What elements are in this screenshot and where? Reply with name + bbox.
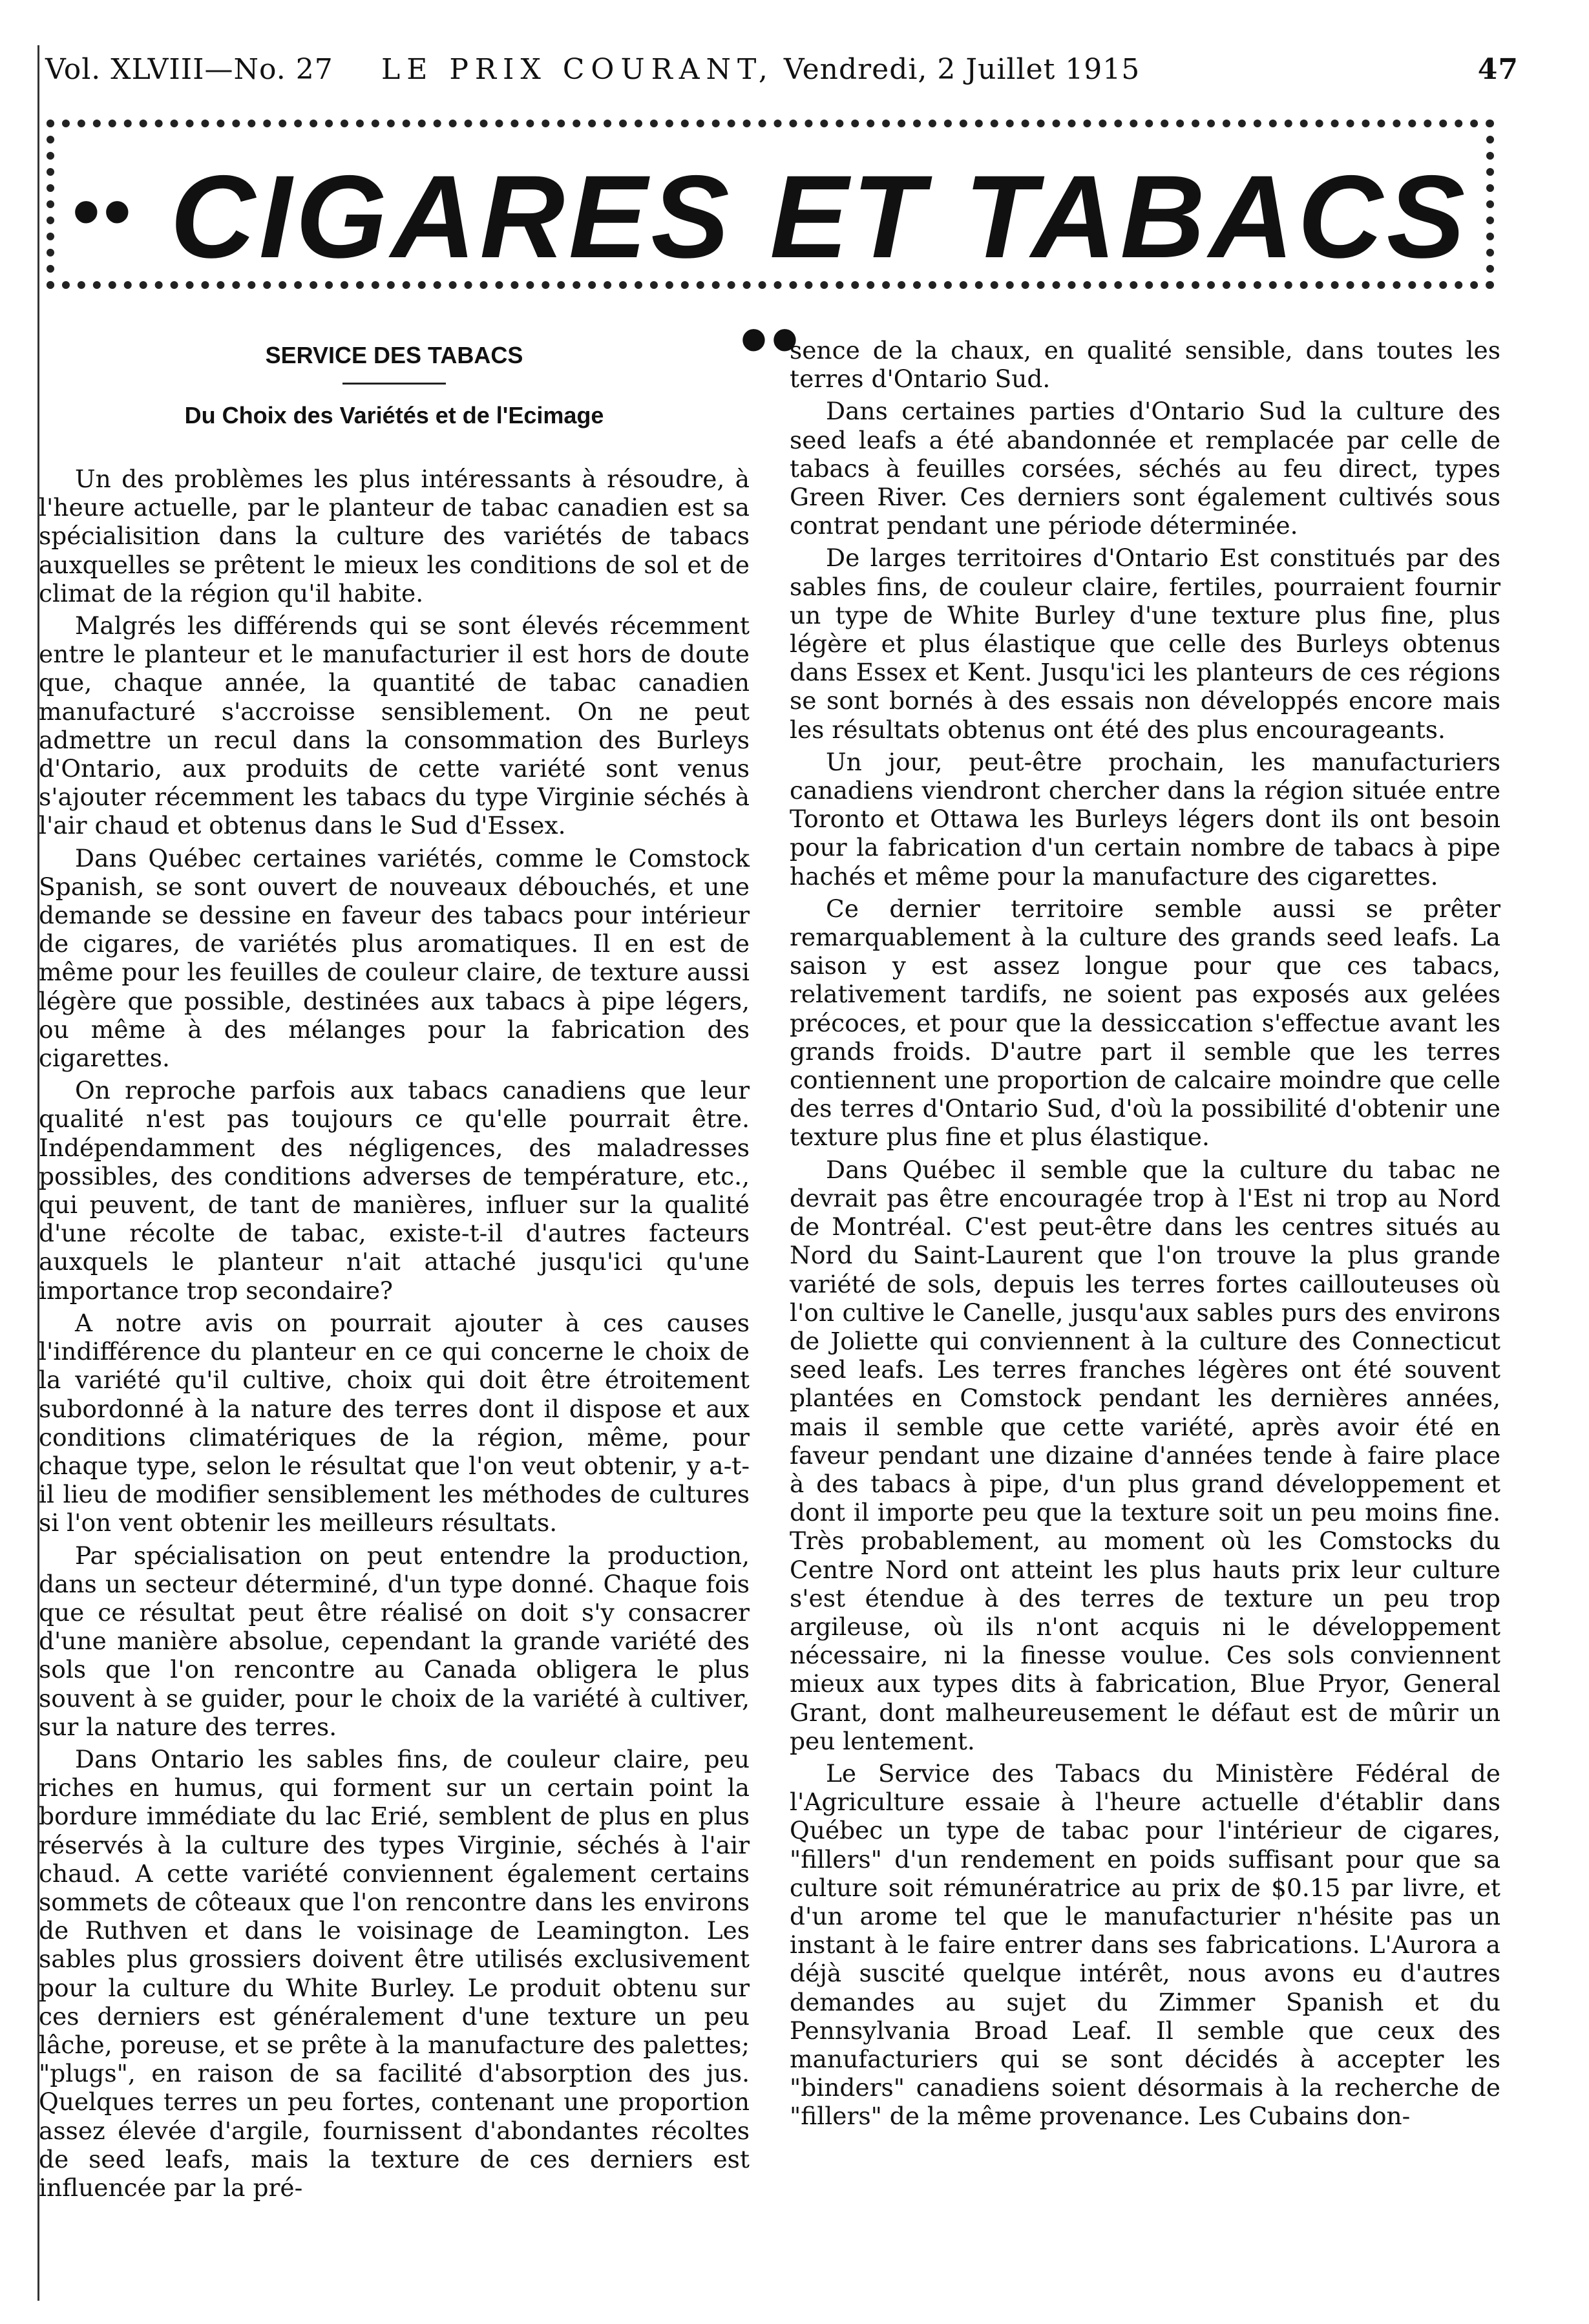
paragraph: Un jour, peut-être prochain, les manufacturiers canadiens viendront chercher dans la région située entre Toronto et Ottawa les Burleys légers dont ils ont besoin pour la fabrication d'un certain nombre de tabacs à pipe hachés et même pour la manufacture des cigarettes. (790, 747, 1500, 891)
banner-dots-right: •• (739, 296, 802, 383)
paragraph: De larges territoires d'Ontario Est constitués par des sables fins, de couleur claire, fertiles, pourraient fournir un type de White Burley d'une texture plus fine, plus légère et plus élastique que celle des Burleys obtenus dans Essex et Kent. Jusqu'ici les planteurs de ces régions se sont bornés à des essais non développés encore mais les résultats obtenus ont été des plus encourageants. (790, 544, 1500, 744)
paragraph: Ce dernier territoire semble aussi se prêter remarquablement à la culture des grands seed leafs. La saison y est assez longue pour que ces tabacs, relativement tardifs, ne soient pas exposés aux gelées précoces, et pour que la dessiccation s'effectue avant les grands froids. D'autre part il semble que les terres contiennent une proportion de calcaire moindre que celle des terres d'Ontario Sud, d'où la possibilité d'obtenir une texture plus fine et plus élastique. (790, 894, 1500, 1152)
paragraph: Dans Québec certaines variétés, comme le Comstock Spanish, se sont ouvert de nouveaux débouchés, et une demande se dessine en faveur des tabacs pour intérieur de cigares, de variétés plus aromatiques. Il en est de même pour les feuilles de couleur claire, de texture aussi légère que possible, destinées aux tabacs à pipe légers, ou même à des mélanges pour la fabrication des cigarettes. (39, 843, 750, 1073)
paragraph: On reproche parfois aux tabacs canadiens que leur qualité n'est pas toujours ce qu'elle pourrait être. Indépendamment des négligences, des maladresses possibles, des conditions adverses de température, etc., qui peuvent, de tant de manières, influer sur la qualité d'une récolte de tabac, existe-t-il d'autres facteurs auxquels le planteur n'ait attaché jusqu'ici qu'une importance trop secondaire? (39, 1076, 750, 1305)
publication-line (381, 53, 1140, 86)
paragraph: A notre avis on pourrait ajouter à ces causes l'indifférence du planteur en ce qui concerne le choix de la variété qu'il cultive, choix qui doit être étroitement subordonné à la nature des terres dont il dispose et aux conditions climatériques de la région, même, pour chaque type, selon le résultat que l'on veut obtenir, y a-t-il lieu de modifier sensiblement les méthodes de cultures si l'on vent obtenir les meilleurs résultats. (39, 1308, 750, 1537)
volume-number: Vol. XLVIII—No. 27 (45, 53, 333, 86)
banner-dots-left: •• (71, 168, 134, 255)
issue-date: Vendredi, 2 Juillet 1915 (783, 53, 1141, 86)
paragraph: Par spécialisation on peut entendre la production, dans un secteur déterminé, d'un type donné. Chaque fois que ce résultat peut être réalisé on doit s'y consacrer d'une manière absolue, cependant la grande variété des sols que l'on rencontre au Canada obligera le plus souvent à se guider, pour le choix de la variété à cultiver, sur la nature des terres. (39, 1541, 750, 1741)
paragraph: Dans Ontario les sables fins, de couleur claire, peu riches en humus, qui forment sur un certain point la bordure immédiate du lac Erié, semblent de plus en plus réservés à la culture des types Virginie, séchés à l'air chaud. A cette variété conviennent également certains sommets de côteaux que l'on rencontre dans les environs de Ruthven et dans le voisinage de Leamington. Les sables plus grossiers doivent être utilisés exclusivement pour la culture du White Burley. Le produit obtenu sur ces derniers est généralement d'une texture un peu lâche, poreuse, et se prête à la manufacture des palettes; "plugs", en raison de sa facilité d'absorption des jus. Quelques terres un peu fortes, contenant une proportion assez élevée d'argile, fournissent d'abondantes récoltes de seed leafs, mais la texture de ces derniers est influencée par la pré- (39, 1744, 750, 2202)
left-column (39, 336, 750, 2206)
page-number: 47 (1477, 53, 1519, 86)
right-column (790, 336, 1500, 2135)
paragraph: Le Service des Tabacs du Ministère Fédéral de l'Agriculture essaie à l'heure actuelle d'établir dans Québec un type de tabac pour l'intérieur de cigares, "fillers" d'un rendement en poids suffisant pour que sa culture soit rémunératrice au prix de $0.15 par livre, et d'un arome tel que le manufacturier n'hésite pas un instant à le faire entrer dans ses fabrications. L'Aurora a déjà suscité quelque intérêt, nous avons eu d'autres demandes au sujet du Zimmer Spanish et du Pennsylvania Broad Leaf. Il semble que ceux des manufacturiers qui se sont décidés à accepter les "binders" canadiens soient désormais à la recherche de "fillers" de la même provenance. Les Cubains don- (790, 1759, 1500, 2131)
article-title: SERVICE DES TABACS (265, 342, 523, 368)
page-header (45, 53, 1519, 105)
paragraph: sence de la chaux, en qualité sensible, dans toutes les terres d'Ontario Sud. (790, 336, 1500, 394)
banner-title: CIGARES ET TABACS (170, 151, 1469, 282)
paragraph: Malgrés les différends qui se sont élevés récemment entre le planteur et le manufacturier il est hors de doute que, chaque année, la quantité de tabac canadien manufacturé s'accroisse sensiblement. On ne peut admettre un recul dans la consommation des Burleys d'Ontario, aux produits de cette variété sont venus s'ajouter récemment les tabacs du type Virginie séchés à l'air chaud et obtenus dans le Sud d'Essex. (39, 611, 750, 840)
paragraph: Dans Québec il semble que la culture du tabac ne devrait pas être encouragée trop à l'Est ni trop au Nord de Montréal. C'est peut-être dans les centres situés au Nord du Saint-Laurent que l'on trouve la plus grande variété de sols, depuis les terres fortes caillouteuses où l'on cultive le Canelle, jusqu'aux sables purs des environs de Joliette qui conviennent à la culture des Connecticut seed leafs. Les terres franches légères ont été souvent plantées en Comstock pendant les dernières années, mais il semble que cette variété, après avoir été en faveur pendant une dizaine d'années tende à faire place à des tabacs à pipe, d'un plus grand développement et dont il importe peu que la texture soit un peu moins fine. Très probablement, au moment où les Comstocks du Centre Nord ont atteint les plus hauts prix leur culture s'est étendue à des terres de texture un peu trop argileuse, où ils n'ont acquis ni le développement nécessaire, ni la finesse voulue. Ces sols conviennent mieux aux types dits à fabrication, Blue Pryor, General Grant, dont malheureusement le défaut est de mûrir un peu lentement. (790, 1155, 1500, 1755)
article-subtitle: Du Choix des Variétés et de l'Ecimage (184, 402, 604, 428)
paragraph: Dans certaines parties d'Ontario Sud la culture des seed leafs a été abandonnée et remplacée par celle de tabacs à feuilles corsées, séchés au feu direct, types Green River. Ces derniers sont également cultivés sous contrat pendant une période déterminée. (790, 397, 1500, 540)
paragraph: Un des problèmes les plus intéressants à résoudre, à l'heure actuelle, par le planteur de tabac canadien est sa spécialisition dans la culture des variétés de tabacs auxquelles se prêtent le mieux les conditions de sol et de climat de la région qu'il habite. (39, 465, 750, 607)
publication-name: LE PRIX COURANT, (381, 53, 774, 86)
title-rule (342, 383, 446, 385)
